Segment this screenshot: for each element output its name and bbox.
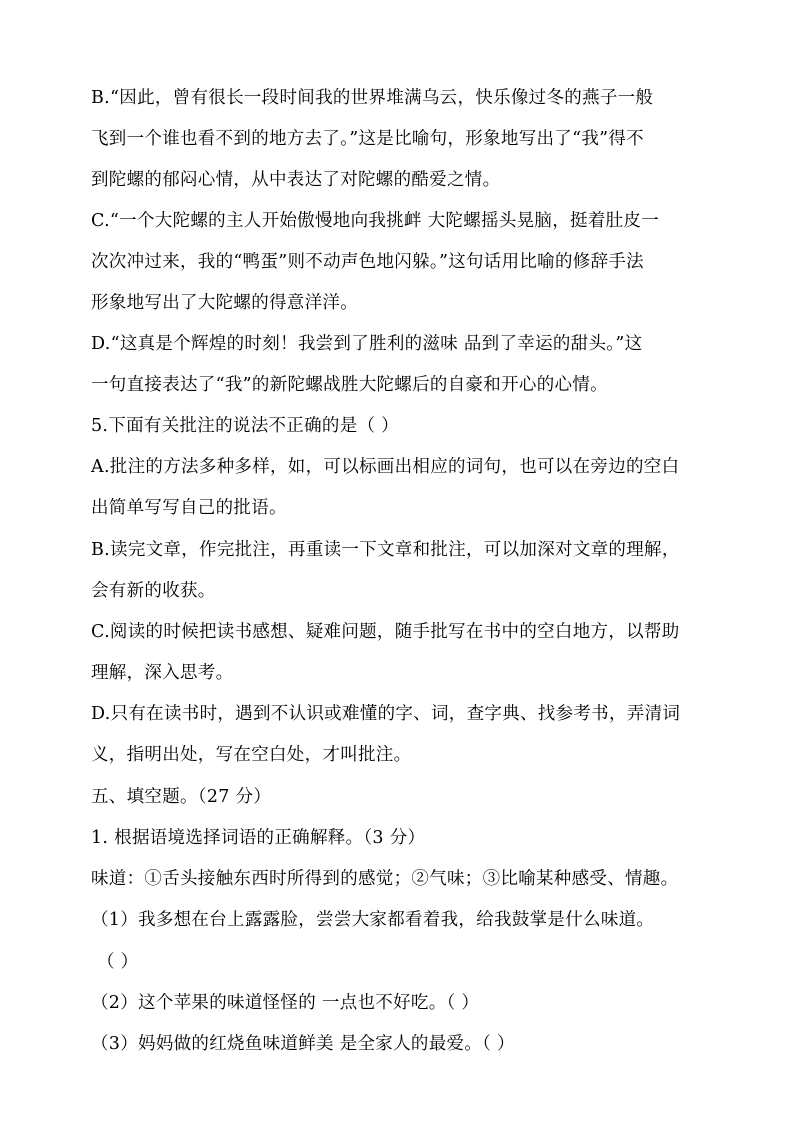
q5-option-c-line-2: 理解，深入思考。 xyxy=(91,663,234,683)
sentence-2: （2）这个苹果的味道怪怪的 一点也不好吃。（ ） xyxy=(91,993,480,1013)
word-definitions: 味道：①舌头接触东西时所得到的感觉；②气味；③比喻某种感受、情趣。 xyxy=(91,869,679,889)
q5-option-b-line-1: B.读完文章，作完批注，再重读一下文章和批注，可以加深对文章的理解， xyxy=(91,540,680,560)
fill-question-1-stem: 1. 根据语境选择词语的正确解释。（3 分） xyxy=(91,828,426,848)
question-5-stem: 5.下面有关批注的说法不正确的是（ ） xyxy=(91,416,399,436)
q5-option-d-line-1: D.只有在读书时，遇到不认识或难懂的字、词，查字典、找参考书，弄清词 xyxy=(91,704,681,724)
option-d-line-1: D.“这真是个辉煌的时刻！我尝到了胜利的滋味 品到了幸运的甜头。”这 xyxy=(91,334,643,354)
sentence-1-line-1: （1）我多想在台上露露脸，尝尝大家都看着我，给我鼓掌是什么味道。 xyxy=(91,910,655,930)
option-b-line-1: B.“因此，曾有很长一段时间我的世界堆满乌云，快乐像过冬的燕子一般 xyxy=(91,88,654,108)
option-c-line-3: 形象地写出了大陀螺的得意洋洋。 xyxy=(91,293,358,313)
sentence-3: （3）妈妈做的红烧鱼味道鲜美 是全家人的最爱。（ ） xyxy=(91,1034,515,1054)
q5-option-a-line-1: A.批注的方法多种多样，如，可以标画出相应的词句，也可以在旁边的空白 xyxy=(91,457,680,477)
option-d-line-2: 一句直接表达了“我”的新陀螺战胜大陀螺后的自豪和开心的心情。 xyxy=(91,375,608,395)
q5-option-b-line-2: 会有新的收获。 xyxy=(91,581,216,601)
sentence-1-answer-blank: （ ） xyxy=(97,952,139,972)
section-5-heading: 五、填空题。（27 分） xyxy=(91,787,272,807)
option-c-line-1: C.“一个大陀螺的主人开始傲慢地向我挑衅 大陀螺摇头晃脑，挺着肚皮一 xyxy=(91,211,660,231)
q5-option-d-line-2: 义，指明出处，写在空白处，才叫批注。 xyxy=(91,745,412,765)
q5-option-a-line-2: 出简单写写自己的批语。 xyxy=(91,498,287,518)
option-b-line-2: 飞到一个谁也看不到的地方去了。”这是比喻句，形象地写出了“我”得不 xyxy=(91,129,644,149)
option-c-line-2: 次次冲过来，我的“鸭蛋”则不动声色地闪躲。”这句话用比喻的修辞手法 xyxy=(91,252,644,272)
option-b-line-3: 到陀螺的郁闷心情，从中表达了对陀螺的酷爱之情。 xyxy=(91,170,501,190)
q5-option-c-line-1: C.阅读的时候把读书感想、疑难问题，随手批写在书中的空白地方，以帮助 xyxy=(91,622,680,642)
